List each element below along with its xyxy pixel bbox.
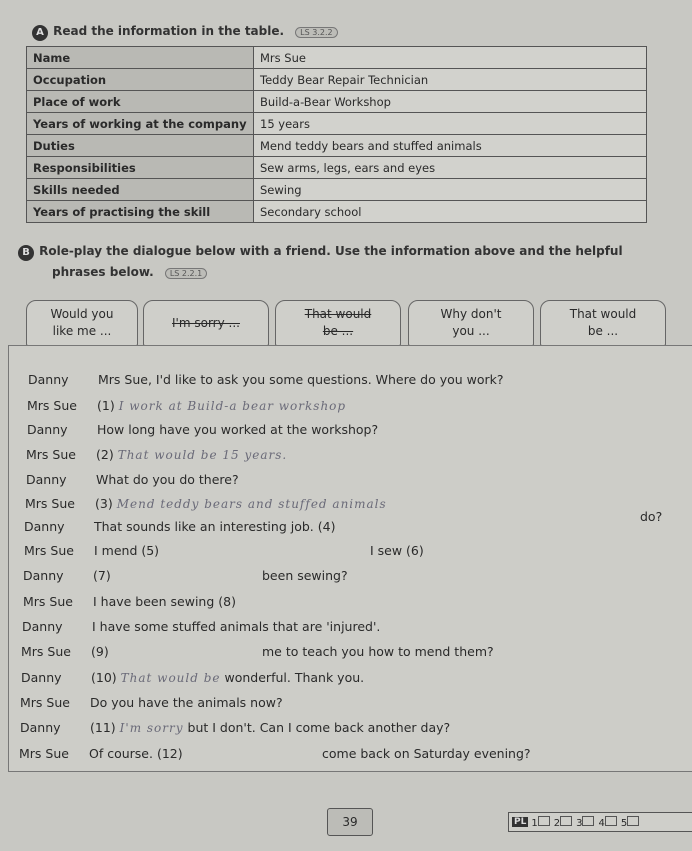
dialogue-line [21,670,364,685]
row-value: Mrs Sue [254,47,647,69]
handwritten-answer[interactable]: That would be 15 years. [117,448,288,462]
section-b-instruction-2: phrases below. [52,265,154,279]
section-a-instruction: Read the information in the table. [53,24,285,38]
row-label: Occupation [27,69,254,91]
dialogue-line [26,447,287,462]
section-a-code: LS 3.2.2 [295,27,337,38]
speaker-name: Mrs Sue [21,644,71,659]
dialogue-text: Do you have the animals now? [90,695,283,710]
dialogue-text: (3) [95,496,113,511]
row-value: Secondary school [254,201,647,223]
checkbox-icon [582,816,594,826]
level-checkbox[interactable] [554,816,572,829]
dialogue-continuation: me to teach you how to mend them? [262,644,494,659]
phrase-line-1: Why don't [440,307,502,322]
phrase-card [275,300,401,346]
phrase-line-2: like me ... [52,324,112,338]
dialogue-text: (9) [91,644,109,659]
row-label: Place of work [27,91,254,113]
row-label: Responsibilities [27,157,254,179]
speaker-name: Mrs Sue [23,594,73,609]
dialogue-continuation: come back on Saturday evening? [322,746,531,761]
handwritten-answer[interactable]: I'm sorry [119,721,184,735]
level-checkbox[interactable] [621,816,639,829]
level-checkbox[interactable] [598,816,616,829]
speaker-name: Danny [21,670,62,685]
dialogue-continuation: I sew (6) [370,543,424,558]
dialogue-text: What do you do there? [96,472,239,487]
row-value: Build-a-Bear Workshop [254,91,647,113]
dialogue-line [26,472,239,487]
dialogue-text: (11) [90,720,116,735]
dialogue-text: I have some stuffed animals that are 'injured'. [92,619,381,634]
row-value: Sew arms, legs, ears and eyes [254,157,647,179]
dialogue-line [28,372,504,387]
dialogue-continuation: wonderful. Thank you. [224,670,365,685]
handwritten-answer[interactable]: I work at Build-a bear workshop [118,399,347,413]
table-row [27,47,647,69]
section-a-badge: A [32,25,48,41]
dialogue-line [27,398,346,413]
table-row [27,91,647,113]
speaker-name: Mrs Sue [24,543,74,558]
speaker-name: Danny [22,619,63,634]
level-number: 1 [531,817,538,829]
section-b-badge: B [18,245,34,261]
dialogue-line [24,543,159,558]
section-b-header [18,240,678,280]
table-row [27,179,647,201]
row-label: Skills needed [27,179,254,201]
phrase-card [540,300,666,346]
phrase-card [143,300,269,346]
level-number: 3 [576,817,583,829]
speaker-name: Danny [28,372,69,387]
speaker-name: Mrs Sue [19,746,69,761]
pl-tag: PL [514,817,527,827]
dialogue-text: Mrs Sue, I'd like to ask you some questions. Where do you work? [98,372,504,387]
dialogue-text: I have been sewing (8) [93,594,236,609]
dialogue-line [25,496,387,511]
row-label: Years of working at the company [27,113,254,135]
table-row [27,157,647,179]
level-checkbox[interactable] [576,816,594,829]
phrase-line-1: Would you [50,307,114,322]
table-row [27,135,647,157]
section-b-code: LS 2.2.1 [165,268,207,279]
checkbox-icon [627,816,639,826]
speaker-name: Danny [26,472,67,487]
speaker-name: Mrs Sue [20,695,70,710]
speaker-name: Mrs Sue [25,496,75,511]
phrase-card [408,300,534,346]
phrase-line-1: I'm sorry ... [172,315,240,330]
row-label: Duties [27,135,254,157]
dialogue-text: I mend (5) [94,543,160,558]
performance-level-box [508,812,692,832]
row-value: Sewing [254,179,647,201]
checkbox-icon [560,816,572,826]
row-value: 15 years [254,113,647,135]
dialogue-text: (7) [93,568,111,583]
row-value: Mend teddy bears and stuffed animals [254,135,647,157]
dialogue-text: (1) [97,398,115,413]
speaker-name: Danny [20,720,61,735]
level-number: 2 [553,817,561,829]
phrase-line-2: be ... [587,324,619,338]
row-label: Years of practising the skill [27,201,254,223]
phrase-line-1: That would [304,307,372,322]
section-b-instruction: Role-play the dialogue below with a friend. Use the information above and the helpful [39,244,623,258]
phrase-line-2: be ... [322,324,354,338]
level-number: 4 [598,817,605,829]
dialogue-line [22,619,380,634]
info-table [26,46,647,223]
dialogue-line [23,568,111,583]
handwritten-answer[interactable]: Mend teddy bears and stuffed animals [116,497,387,511]
speaker-name: Danny [27,422,68,437]
dialogue-text: Of course. (12) [89,746,183,761]
dialogue-line [21,644,109,659]
checkbox-icon [538,816,550,826]
phrase-line-2: you ... [452,324,490,338]
level-number: 5 [620,817,628,829]
speaker-name: Mrs Sue [26,447,76,462]
dialogue-line [24,519,335,534]
dialogue-text: (2) [96,447,114,462]
speaker-name: Mrs Sue [27,398,77,413]
page-number: 39 [327,808,373,836]
row-value: Teddy Bear Repair Technician [254,69,647,91]
handwritten-answer[interactable]: That would be [120,671,221,685]
dialogue-text: That sounds like an interesting job. (4) [94,519,336,534]
table-row [27,69,647,91]
phrase-line-1: That would [569,307,637,322]
row-label: Name [27,47,254,69]
section-a-header [32,20,338,41]
dialogue-line [27,422,378,437]
table-row [27,201,647,223]
dialogue-line [20,695,283,710]
phrase-card [26,300,138,346]
dialogue-line [23,594,236,609]
dialogue-text: (10) [91,670,117,685]
dialogue-line [19,746,183,761]
dialogue-line [20,720,450,735]
table-row [27,113,647,135]
level-checkbox[interactable] [531,816,549,829]
dialogue-continuation: but I don't. Can I come back another day? [187,720,451,735]
checkbox-icon [605,816,617,826]
speaker-name: Danny [23,568,64,583]
dialogue-continuation: do? [640,509,663,524]
dialogue-text: How long have you worked at the workshop? [97,422,379,437]
dialogue-continuation: been sewing? [262,568,348,583]
speaker-name: Danny [24,519,65,534]
